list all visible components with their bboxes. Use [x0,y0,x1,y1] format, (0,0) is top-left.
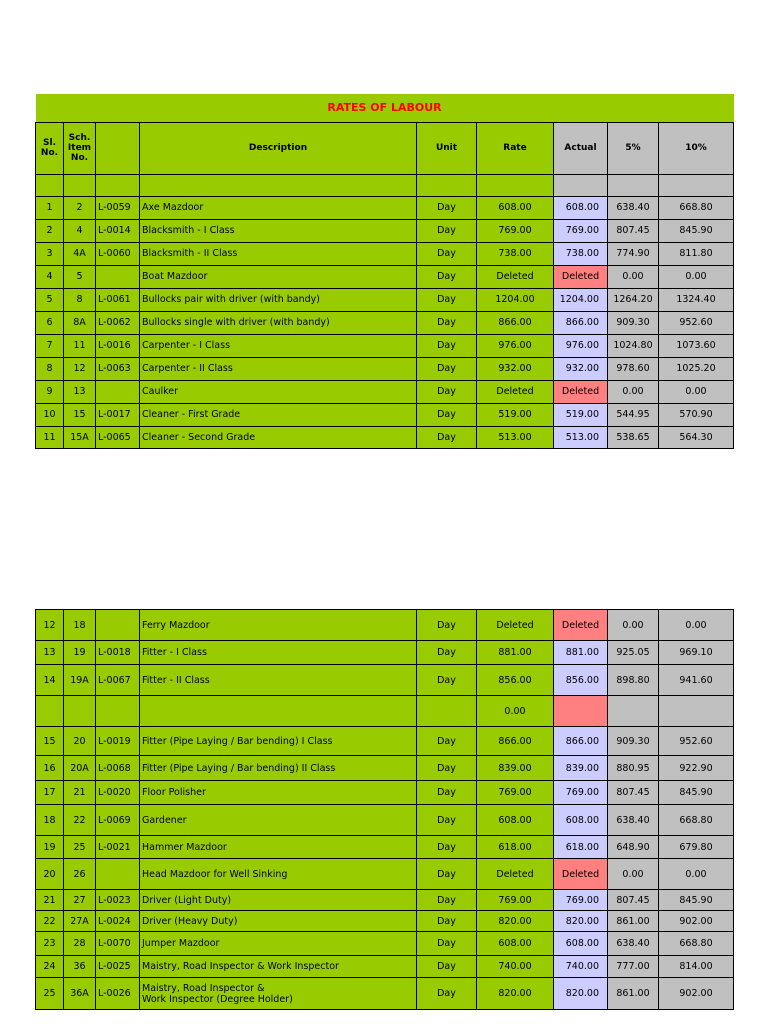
cell-5pct: 544.95 [608,403,659,426]
cell-actual: 1204.00 [554,288,608,311]
cell-sl-no: 1 [36,196,64,219]
cell-code: L-0016 [96,334,140,357]
cell-description: Carpenter - II Class [140,357,417,380]
cell-code: L-0061 [96,288,140,311]
cell-10pct: 668.80 [659,932,734,956]
cell-5pct: 807.45 [608,890,659,911]
cell-sl-no: 19 [36,836,64,859]
cell-description [140,696,417,727]
cell-10pct [659,696,734,727]
cell-description: Maistry, Road Inspector & Work Inspector [140,956,417,978]
cell-code: L-0024 [96,911,140,932]
cell-description: Driver (Light Duty) [140,890,417,911]
cell-unit: Day [417,836,477,859]
table-row [36,380,734,403]
cell-sch-item-no: 8A [64,311,96,334]
header-10pct: 10% [659,122,734,174]
cell-rate: Deleted [477,380,554,403]
cell-unit: Day [417,242,477,265]
cell-10pct: 0.00 [659,265,734,288]
table-row [36,805,734,836]
cell-unit: Day [417,403,477,426]
cell-rate: Deleted [477,859,554,890]
cell-rate: 932.00 [477,357,554,380]
cell-sl-no: 21 [36,890,64,911]
cell-code: L-0020 [96,781,140,805]
table-row [36,334,734,357]
cell-10pct: 845.90 [659,781,734,805]
cell-description: Cleaner - Second Grade [140,426,417,448]
cell-10pct: 845.90 [659,890,734,911]
cell-actual: 740.00 [554,956,608,978]
table-row [36,219,734,242]
table-row [36,426,734,448]
cell-5pct: 880.95 [608,756,659,781]
cell-code: L-0026 [96,978,140,1010]
cell-code: L-0017 [96,403,140,426]
cell-5pct: 0.00 [608,859,659,890]
cell-code: L-0065 [96,426,140,448]
cell-actual: Deleted [554,859,608,890]
cell-code: L-0059 [96,196,140,219]
cell-10pct: 0.00 [659,380,734,403]
cell-unit: Day [417,196,477,219]
cell-rate: 839.00 [477,756,554,781]
table-row [36,727,734,756]
cell-description: Fitter - I Class [140,641,417,665]
cell-code: L-0062 [96,311,140,334]
cell-unit: Day [417,219,477,242]
cell-sch-item-no: 21 [64,781,96,805]
cell-sl-no: 20 [36,859,64,890]
table-row [36,357,734,380]
cell-sch-item-no: 15A [64,426,96,448]
table-row [36,196,734,219]
cell-unit: Day [417,288,477,311]
cell-5pct: 0.00 [608,380,659,403]
cell-code: L-0021 [96,836,140,859]
cell-description: Boat Mazdoor [140,265,417,288]
cell-description: Fitter (Pipe Laying / Bar bending) II Class [140,756,417,781]
cell-actual: 608.00 [554,805,608,836]
cell-sl-no: 18 [36,805,64,836]
cell-10pct: 1073.60 [659,334,734,357]
cell-description: Blacksmith - II Class [140,242,417,265]
cell-sl-no: 12 [36,610,64,641]
cell-sl-no: 17 [36,781,64,805]
cell-actual: 856.00 [554,665,608,696]
header-sch-item-no: Sch. Item No. [64,122,96,174]
cell-10pct: 922.90 [659,756,734,781]
cell-rate: 513.00 [477,426,554,448]
cell-5pct: 777.00 [608,956,659,978]
cell-unit: Day [417,932,477,956]
cell-code [96,859,140,890]
cell-sl-no: 10 [36,403,64,426]
cell-code: L-0060 [96,242,140,265]
table-row [36,932,734,956]
table-row [36,756,734,781]
cell-10pct: 564.30 [659,426,734,448]
cell-sch-item-no: 25 [64,836,96,859]
cell-sch-item-no: 13 [64,380,96,403]
cell-rate: 881.00 [477,641,554,665]
table-row [36,859,734,890]
cell-sl-no: 23 [36,932,64,956]
cell-description: Axe Mazdoor [140,196,417,219]
cell-5pct: 925.05 [608,641,659,665]
cell-unit: Day [417,727,477,756]
header-code [96,122,140,174]
cell-actual: 976.00 [554,334,608,357]
cell-rate: 820.00 [477,911,554,932]
cell-rate: 519.00 [477,403,554,426]
page-title: RATES OF LABOUR [36,94,734,122]
cell-sch-item-no: 28 [64,932,96,956]
cell-10pct: 1324.40 [659,288,734,311]
table-row [36,610,734,641]
cell-code: L-0019 [96,727,140,756]
cell-unit: Day [417,859,477,890]
cell-5pct: 909.30 [608,311,659,334]
spacer-row [36,174,734,196]
cell-10pct: 0.00 [659,859,734,890]
cell-5pct: 774.90 [608,242,659,265]
cell-description: Cleaner - First Grade [140,403,417,426]
cell-5pct: 1024.80 [608,334,659,357]
cell-description: Bullocks pair with driver (with bandy) [140,288,417,311]
cell-sl-no: 11 [36,426,64,448]
cell-5pct: 648.90 [608,836,659,859]
cell-sch-item-no: 18 [64,610,96,641]
cell-10pct: 952.60 [659,727,734,756]
cell-10pct: 941.60 [659,665,734,696]
cell-10pct: 668.80 [659,196,734,219]
table-row [36,890,734,911]
cell-unit: Day [417,311,477,334]
cell-5pct: 898.80 [608,665,659,696]
cell-10pct: 679.80 [659,836,734,859]
cell-code [96,380,140,403]
cell-unit: Day [417,978,477,1010]
cell-sl-no: 25 [36,978,64,1010]
cell-sch-item-no: 26 [64,859,96,890]
cell-10pct: 902.00 [659,978,734,1010]
cell-5pct: 861.00 [608,978,659,1010]
cell-actual: Deleted [554,265,608,288]
cell-5pct: 0.00 [608,265,659,288]
cell-unit [417,696,477,727]
table-row [36,956,734,978]
table-row [36,242,734,265]
cell-actual: 866.00 [554,727,608,756]
cell-sch-item-no: 4A [64,242,96,265]
header-5pct: 5% [608,122,659,174]
cell-rate: 866.00 [477,311,554,334]
cell-code [96,696,140,727]
cell-code: L-0023 [96,890,140,911]
cell-sl-no: 15 [36,727,64,756]
cell-sl-no: 13 [36,641,64,665]
cell-code: L-0070 [96,932,140,956]
cell-rate: 608.00 [477,196,554,219]
cell-description: Gardener [140,805,417,836]
cell-sch-item-no: 8 [64,288,96,311]
cell-sch-item-no: 4 [64,219,96,242]
cell-rate: 608.00 [477,932,554,956]
labour-rates-table-1 [35,94,734,449]
cell-actual: 839.00 [554,756,608,781]
header-rate: Rate [477,122,554,174]
cell-code: L-0014 [96,219,140,242]
cell-5pct: 807.45 [608,219,659,242]
table-row [36,403,734,426]
cell-actual: 820.00 [554,911,608,932]
cell-description: Floor Polisher [140,781,417,805]
cell-unit: Day [417,610,477,641]
cell-description: Jumper Mazdoor [140,932,417,956]
cell-description: Head Mazdoor for Well Sinking [140,859,417,890]
cell-description: Blacksmith - I Class [140,219,417,242]
cell-sch-item-no: 2 [64,196,96,219]
cell-actual: Deleted [554,610,608,641]
cell-sl-no: 7 [36,334,64,357]
cell-actual: 881.00 [554,641,608,665]
cell-rate: 618.00 [477,836,554,859]
cell-sl-no: 16 [36,756,64,781]
cell-code [96,265,140,288]
cell-sl-no: 14 [36,665,64,696]
table-row [36,265,734,288]
cell-10pct: 811.80 [659,242,734,265]
cell-sch-item-no: 5 [64,265,96,288]
table-row [36,696,734,727]
header-sl-no: Sl. No. [36,122,64,174]
cell-description: Fitter (Pipe Laying / Bar bending) I Class [140,727,417,756]
cell-sl-no: 3 [36,242,64,265]
cell-sl-no: 8 [36,357,64,380]
cell-rate: 769.00 [477,890,554,911]
cell-sch-item-no: 15 [64,403,96,426]
cell-unit: Day [417,956,477,978]
cell-5pct: 638.40 [608,932,659,956]
header-actual: Actual [554,122,608,174]
cell-10pct: 1025.20 [659,357,734,380]
table-row [36,665,734,696]
table-row [36,288,734,311]
cell-unit: Day [417,756,477,781]
cell-code: L-0067 [96,665,140,696]
cell-description: Bullocks single with driver (with bandy) [140,311,417,334]
cell-5pct: 909.30 [608,727,659,756]
table-row [36,836,734,859]
cell-sl-no: 22 [36,911,64,932]
cell-unit: Day [417,911,477,932]
cell-code [96,610,140,641]
cell-rate: Deleted [477,610,554,641]
cell-sl-no [36,696,64,727]
cell-rate: 769.00 [477,219,554,242]
cell-10pct: 570.90 [659,403,734,426]
cell-rate: 1204.00 [477,288,554,311]
cell-actual: 769.00 [554,890,608,911]
table-row [36,641,734,665]
cell-sch-item-no: 27 [64,890,96,911]
cell-description: Driver (Heavy Duty) [140,911,417,932]
cell-rate: 820.00 [477,978,554,1010]
table-row [36,911,734,932]
cell-code: L-0063 [96,357,140,380]
cell-10pct: 0.00 [659,610,734,641]
cell-5pct: 807.45 [608,781,659,805]
cell-5pct: 638.40 [608,805,659,836]
cell-code: L-0069 [96,805,140,836]
cell-5pct: 0.00 [608,610,659,641]
cell-sch-item-no: 11 [64,334,96,357]
header-description: Description [140,122,417,174]
header-unit: Unit [417,122,477,174]
cell-rate: 856.00 [477,665,554,696]
cell-10pct: 814.00 [659,956,734,978]
cell-actual: Deleted [554,380,608,403]
cell-description: Caulker [140,380,417,403]
cell-sl-no: 9 [36,380,64,403]
cell-description: Ferry Mazdoor [140,610,417,641]
cell-sch-item-no: 12 [64,357,96,380]
cell-unit: Day [417,357,477,380]
cell-description: Hammer Mazdoor [140,836,417,859]
cell-sch-item-no: 27A [64,911,96,932]
cell-actual: 738.00 [554,242,608,265]
cell-actual: 618.00 [554,836,608,859]
cell-unit: Day [417,265,477,288]
cell-sch-item-no: 19A [64,665,96,696]
table-row [36,781,734,805]
cell-10pct: 668.80 [659,805,734,836]
cell-code: L-0068 [96,756,140,781]
cell-5pct: 638.40 [608,196,659,219]
cell-code: L-0025 [96,956,140,978]
cell-sch-item-no: 20 [64,727,96,756]
header-row [36,122,734,174]
cell-5pct: 861.00 [608,911,659,932]
cell-description: Carpenter - I Class [140,334,417,357]
cell-rate: 608.00 [477,805,554,836]
cell-5pct [608,696,659,727]
cell-rate: 0.00 [477,696,554,727]
cell-unit: Day [417,641,477,665]
cell-sl-no: 4 [36,265,64,288]
table-row [36,311,734,334]
table-2-body [36,610,734,1010]
cell-unit: Day [417,426,477,448]
cell-actual [554,696,608,727]
cell-sch-item-no: 22 [64,805,96,836]
cell-description: Maistry, Road Inspector & Work Inspector (Degree Holder) [140,978,417,1010]
cell-actual: 608.00 [554,196,608,219]
cell-sl-no: 5 [36,288,64,311]
cell-rate: 866.00 [477,727,554,756]
cell-unit: Day [417,334,477,357]
table-1-body [36,196,734,448]
cell-unit: Day [417,890,477,911]
cell-rate: Deleted [477,265,554,288]
cell-rate: 738.00 [477,242,554,265]
cell-sch-item-no: 36 [64,956,96,978]
cell-sch-item-no: 20A [64,756,96,781]
cell-sl-no: 24 [36,956,64,978]
cell-unit: Day [417,805,477,836]
cell-actual: 769.00 [554,781,608,805]
cell-10pct: 952.60 [659,311,734,334]
cell-unit: Day [417,665,477,696]
cell-code: L-0018 [96,641,140,665]
cell-unit: Day [417,380,477,403]
cell-5pct: 978.60 [608,357,659,380]
cell-sl-no: 2 [36,219,64,242]
cell-rate: 976.00 [477,334,554,357]
cell-rate: 740.00 [477,956,554,978]
cell-actual: 820.00 [554,978,608,1010]
cell-10pct: 845.90 [659,219,734,242]
cell-actual: 519.00 [554,403,608,426]
cell-unit: Day [417,781,477,805]
cell-sch-item-no: 19 [64,641,96,665]
cell-description: Fitter - II Class [140,665,417,696]
table-row [36,978,734,1010]
cell-actual: 608.00 [554,932,608,956]
cell-sch-item-no [64,696,96,727]
cell-actual: 866.00 [554,311,608,334]
labour-rates-table-2 [35,609,734,1010]
cell-5pct: 538.65 [608,426,659,448]
cell-actual: 932.00 [554,357,608,380]
cell-actual: 513.00 [554,426,608,448]
cell-5pct: 1264.20 [608,288,659,311]
cell-10pct: 969.10 [659,641,734,665]
cell-actual: 769.00 [554,219,608,242]
cell-rate: 769.00 [477,781,554,805]
cell-sl-no: 6 [36,311,64,334]
cell-sch-item-no: 36A [64,978,96,1010]
cell-10pct: 902.00 [659,911,734,932]
